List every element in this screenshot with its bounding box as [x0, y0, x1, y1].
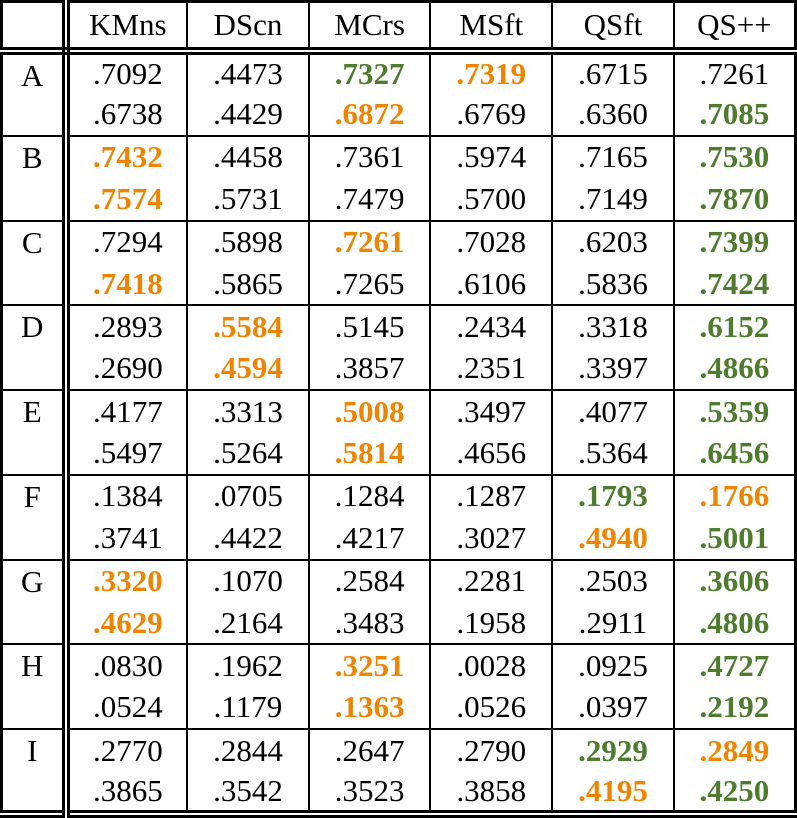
- value-cell: .7479: [309, 178, 431, 220]
- column-header-msft: MSft: [430, 2, 552, 52]
- value-cell: .5865: [187, 263, 309, 305]
- table-row: [2, 93, 796, 135]
- table-row: [2, 771, 796, 814]
- table-row: [2, 305, 796, 347]
- value-cell: .2584: [309, 560, 431, 602]
- value-cell: .3027: [430, 517, 552, 559]
- row-label: G: [2, 560, 66, 645]
- value-cell: .7870: [674, 178, 796, 220]
- value-cell: .5700: [430, 178, 552, 220]
- value-cell: .7261: [674, 51, 796, 93]
- table-row: [2, 51, 796, 93]
- table-row: [2, 221, 796, 263]
- table-row: [2, 390, 796, 432]
- table-header: [2, 2, 796, 52]
- value-cell: .6360: [552, 93, 674, 135]
- value-cell: .5974: [430, 136, 552, 178]
- table-row: [2, 263, 796, 305]
- value-cell: .1384: [66, 475, 188, 517]
- value-cell: .3318: [552, 305, 674, 347]
- table-body: [2, 51, 796, 814]
- value-cell: .4656: [430, 432, 552, 474]
- value-cell: .7432: [66, 136, 188, 178]
- value-cell: .4217: [309, 517, 431, 559]
- value-cell: .1962: [187, 644, 309, 686]
- value-cell: .1287: [430, 475, 552, 517]
- value-cell: .5814: [309, 432, 431, 474]
- value-cell: .0925: [552, 644, 674, 686]
- value-cell: .2790: [430, 729, 552, 771]
- value-cell: .7092: [66, 51, 188, 93]
- value-cell: .7361: [309, 136, 431, 178]
- value-cell: .2770: [66, 729, 188, 771]
- value-cell: .6152: [674, 305, 796, 347]
- value-cell: .3320: [66, 560, 188, 602]
- value-cell: .0397: [552, 687, 674, 729]
- value-cell: .7294: [66, 221, 188, 263]
- row-label: B: [2, 136, 66, 221]
- value-cell: .5008: [309, 390, 431, 432]
- value-cell: .7149: [552, 178, 674, 220]
- table-row: [2, 475, 796, 517]
- value-cell: .5836: [552, 263, 674, 305]
- value-cell: .7327: [309, 51, 431, 93]
- value-cell: .6203: [552, 221, 674, 263]
- table-row: [2, 602, 796, 644]
- value-cell: .2434: [430, 305, 552, 347]
- value-cell: .1070: [187, 560, 309, 602]
- value-cell: .5264: [187, 432, 309, 474]
- value-cell: .7574: [66, 178, 188, 220]
- value-cell: .7418: [66, 263, 188, 305]
- table-row: [2, 136, 796, 178]
- value-cell: .1958: [430, 602, 552, 644]
- value-cell: .2929: [552, 729, 674, 771]
- value-cell: .7085: [674, 93, 796, 135]
- value-cell: .4727: [674, 644, 796, 686]
- value-cell: .0524: [66, 687, 188, 729]
- value-cell: .4940: [552, 517, 674, 559]
- value-cell: .0830: [66, 644, 188, 686]
- value-cell: .4077: [552, 390, 674, 432]
- value-cell: .4177: [66, 390, 188, 432]
- value-cell: .5731: [187, 178, 309, 220]
- table-row: [2, 348, 796, 390]
- table-row: [2, 644, 796, 686]
- value-cell: .3865: [66, 771, 188, 814]
- value-cell: .7261: [309, 221, 431, 263]
- table-row: [2, 517, 796, 559]
- value-cell: .3497: [430, 390, 552, 432]
- row-label: E: [2, 390, 66, 475]
- value-cell: .0028: [430, 644, 552, 686]
- value-cell: .2503: [552, 560, 674, 602]
- value-cell: .7028: [430, 221, 552, 263]
- value-cell: .4195: [552, 771, 674, 814]
- value-cell: .6738: [66, 93, 188, 135]
- value-cell: .4866: [674, 348, 796, 390]
- value-cell: .5364: [552, 432, 674, 474]
- value-cell: .4594: [187, 348, 309, 390]
- value-cell: .2281: [430, 560, 552, 602]
- value-cell: .2844: [187, 729, 309, 771]
- column-header-dscn: DScn: [187, 2, 309, 52]
- value-cell: .5497: [66, 432, 188, 474]
- value-cell: .1793: [552, 475, 674, 517]
- value-cell: .0705: [187, 475, 309, 517]
- value-cell: .6872: [309, 93, 431, 135]
- table-row: [2, 178, 796, 220]
- value-cell: .5898: [187, 221, 309, 263]
- value-cell: .2849: [674, 729, 796, 771]
- value-cell: .3741: [66, 517, 188, 559]
- row-label: I: [2, 729, 66, 814]
- value-cell: .7319: [430, 51, 552, 93]
- value-cell: .3523: [309, 771, 431, 814]
- value-cell: .5359: [674, 390, 796, 432]
- value-cell: .4458: [187, 136, 309, 178]
- value-cell: .6106: [430, 263, 552, 305]
- row-label: A: [2, 51, 66, 136]
- table-row: [2, 729, 796, 771]
- value-cell: .1284: [309, 475, 431, 517]
- column-header-mcrs: MCrs: [309, 2, 431, 52]
- row-label: H: [2, 644, 66, 729]
- table-row: [2, 687, 796, 729]
- value-cell: .2351: [430, 348, 552, 390]
- value-cell: .3542: [187, 771, 309, 814]
- value-cell: .6715: [552, 51, 674, 93]
- value-cell: .6769: [430, 93, 552, 135]
- value-cell: .4250: [674, 771, 796, 814]
- value-cell: .1179: [187, 687, 309, 729]
- corner-cell: [2, 2, 66, 52]
- value-cell: .1766: [674, 475, 796, 517]
- value-cell: .5584: [187, 305, 309, 347]
- column-header-qs: QS++: [674, 2, 796, 52]
- value-cell: .4629: [66, 602, 188, 644]
- value-cell: .2647: [309, 729, 431, 771]
- value-cell: .3606: [674, 560, 796, 602]
- value-cell: .0526: [430, 687, 552, 729]
- row-label: F: [2, 475, 66, 560]
- value-cell: .2192: [674, 687, 796, 729]
- value-cell: .2893: [66, 305, 188, 347]
- value-cell: .7424: [674, 263, 796, 305]
- value-cell: .3858: [430, 771, 552, 814]
- value-cell: .4429: [187, 93, 309, 135]
- value-cell: .4806: [674, 602, 796, 644]
- value-cell: .3251: [309, 644, 431, 686]
- value-cell: .7399: [674, 221, 796, 263]
- value-cell: .2164: [187, 602, 309, 644]
- value-cell: .6456: [674, 432, 796, 474]
- value-cell: .1363: [309, 687, 431, 729]
- table-row: [2, 560, 796, 602]
- value-cell: .4422: [187, 517, 309, 559]
- value-cell: .3313: [187, 390, 309, 432]
- value-cell: .5001: [674, 517, 796, 559]
- value-cell: .4473: [187, 51, 309, 93]
- header-row: [2, 2, 796, 52]
- value-cell: .3397: [552, 348, 674, 390]
- column-header-kmns: KMns: [66, 2, 188, 52]
- value-cell: .7265: [309, 263, 431, 305]
- value-cell: .2911: [552, 602, 674, 644]
- value-cell: .7165: [552, 136, 674, 178]
- value-cell: .5145: [309, 305, 431, 347]
- row-label: D: [2, 305, 66, 390]
- value-cell: .7530: [674, 136, 796, 178]
- value-cell: .3483: [309, 602, 431, 644]
- column-header-qsft: QSft: [552, 2, 674, 52]
- value-cell: .2690: [66, 348, 188, 390]
- table-row: [2, 432, 796, 474]
- value-cell: .3857: [309, 348, 431, 390]
- row-label: C: [2, 221, 66, 306]
